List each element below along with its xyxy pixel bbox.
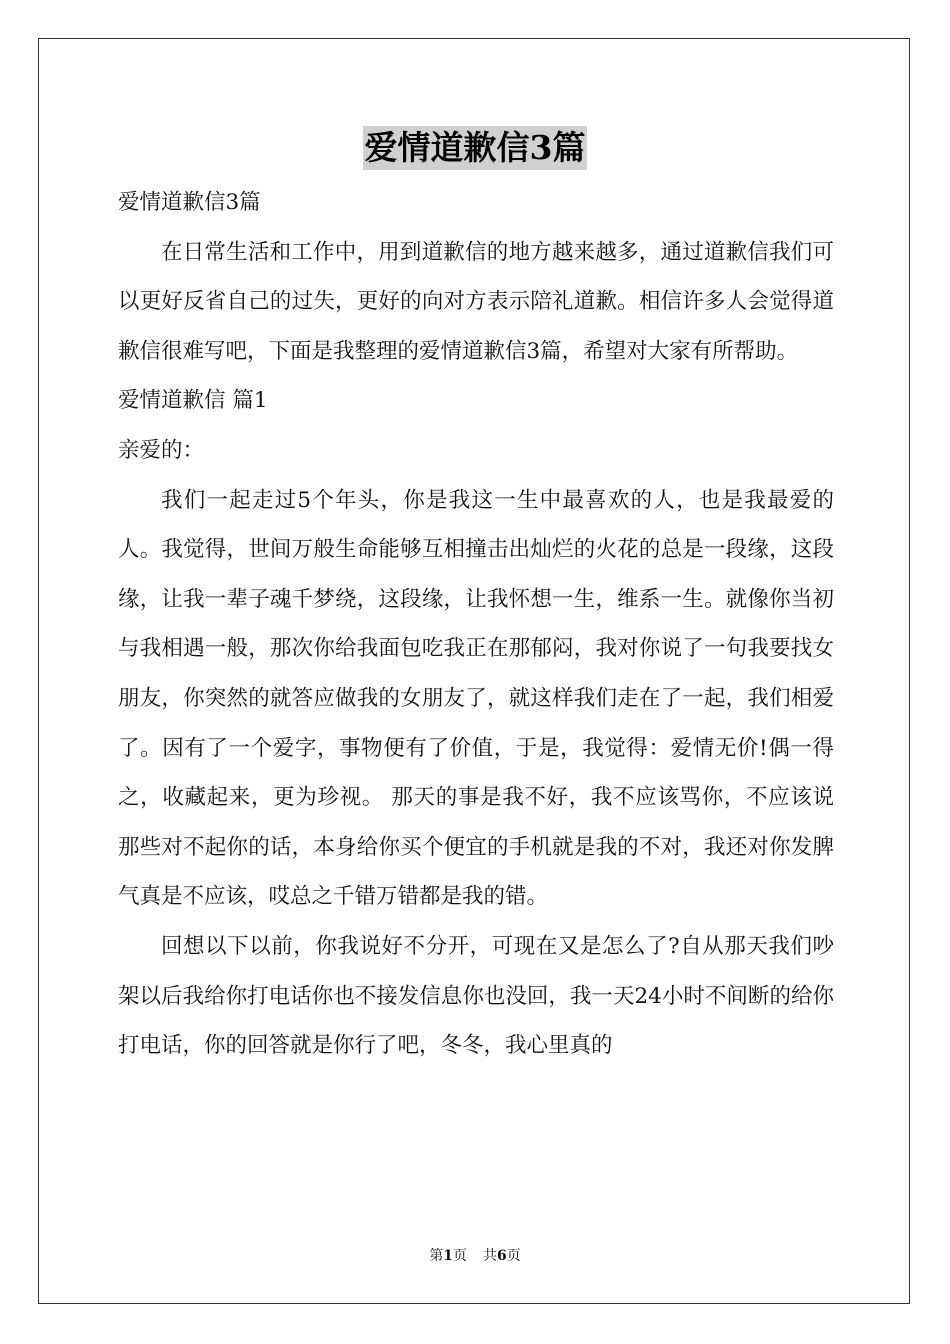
page-suffix: 页	[453, 1248, 467, 1264]
paragraph-intro: 在日常生活和工作中，用到道歉信的地方越来越多，通过道歉信我们可以更好反省自己的过失，更好的向对方表示陪礼道歉。相信许多人会觉得道歉信很难写吧，下面是我整理的爱情道歉信3篇，希望对大家有所帮助。	[118, 239, 834, 364]
salutation: 亲爱的：	[118, 437, 205, 463]
page-number: 1	[443, 1248, 453, 1264]
document-title: 爱情道歉信3篇	[363, 126, 588, 170]
paragraph-body-2: 回想以下以前，你我说好不分开，可现在又是怎么了?自从那天我们吵架以后我给你打电话你也不接发信息你也没回，我一天24小时不间断的给你打电话，你的回答就是你行了吧，冬冬，我心里真的	[118, 933, 834, 1059]
paragraph-body-1: 我们一起走过5个年头，你是我这一生中最喜欢的人，也是我最爱的人。我觉得，世间万般生命能够互相撞击出灿烂的火花的总是一段缘，这段缘，让我一辈子魂千梦绕，这段缘，让我怀想一生，维系一生。就像你当初与我相遇一般，那次你给我面包吃我正在那郁闷，我对你说了一句我要找女朋友，你突然的就答应做我的女朋友了，就这样我们走在了一起，我们相爱了。因有了一个爱字，事物便有了价值，于是，我觉得：爱情无价!偶一得之，收藏起来，更为珍视。 那天的事是我不好，我不应该骂你，不应该说那些对不起你的话，本身给你买个便宜的手机就是我的不对，我还对你发脾气真是不应该，哎总之千错万错都是我的错。	[118, 487, 834, 910]
total-pages: 6	[497, 1248, 507, 1264]
page-prefix: 第	[429, 1248, 444, 1264]
section-heading: 爱情道歉信 篇1	[118, 388, 268, 414]
total-suffix: 页	[506, 1248, 521, 1264]
page-footer	[0, 1246, 950, 1266]
paragraph-heading: 爱情道歉信3篇	[118, 190, 261, 215]
total-prefix: 共	[483, 1248, 497, 1264]
title-row	[0, 126, 950, 170]
document-body	[118, 178, 834, 1071]
